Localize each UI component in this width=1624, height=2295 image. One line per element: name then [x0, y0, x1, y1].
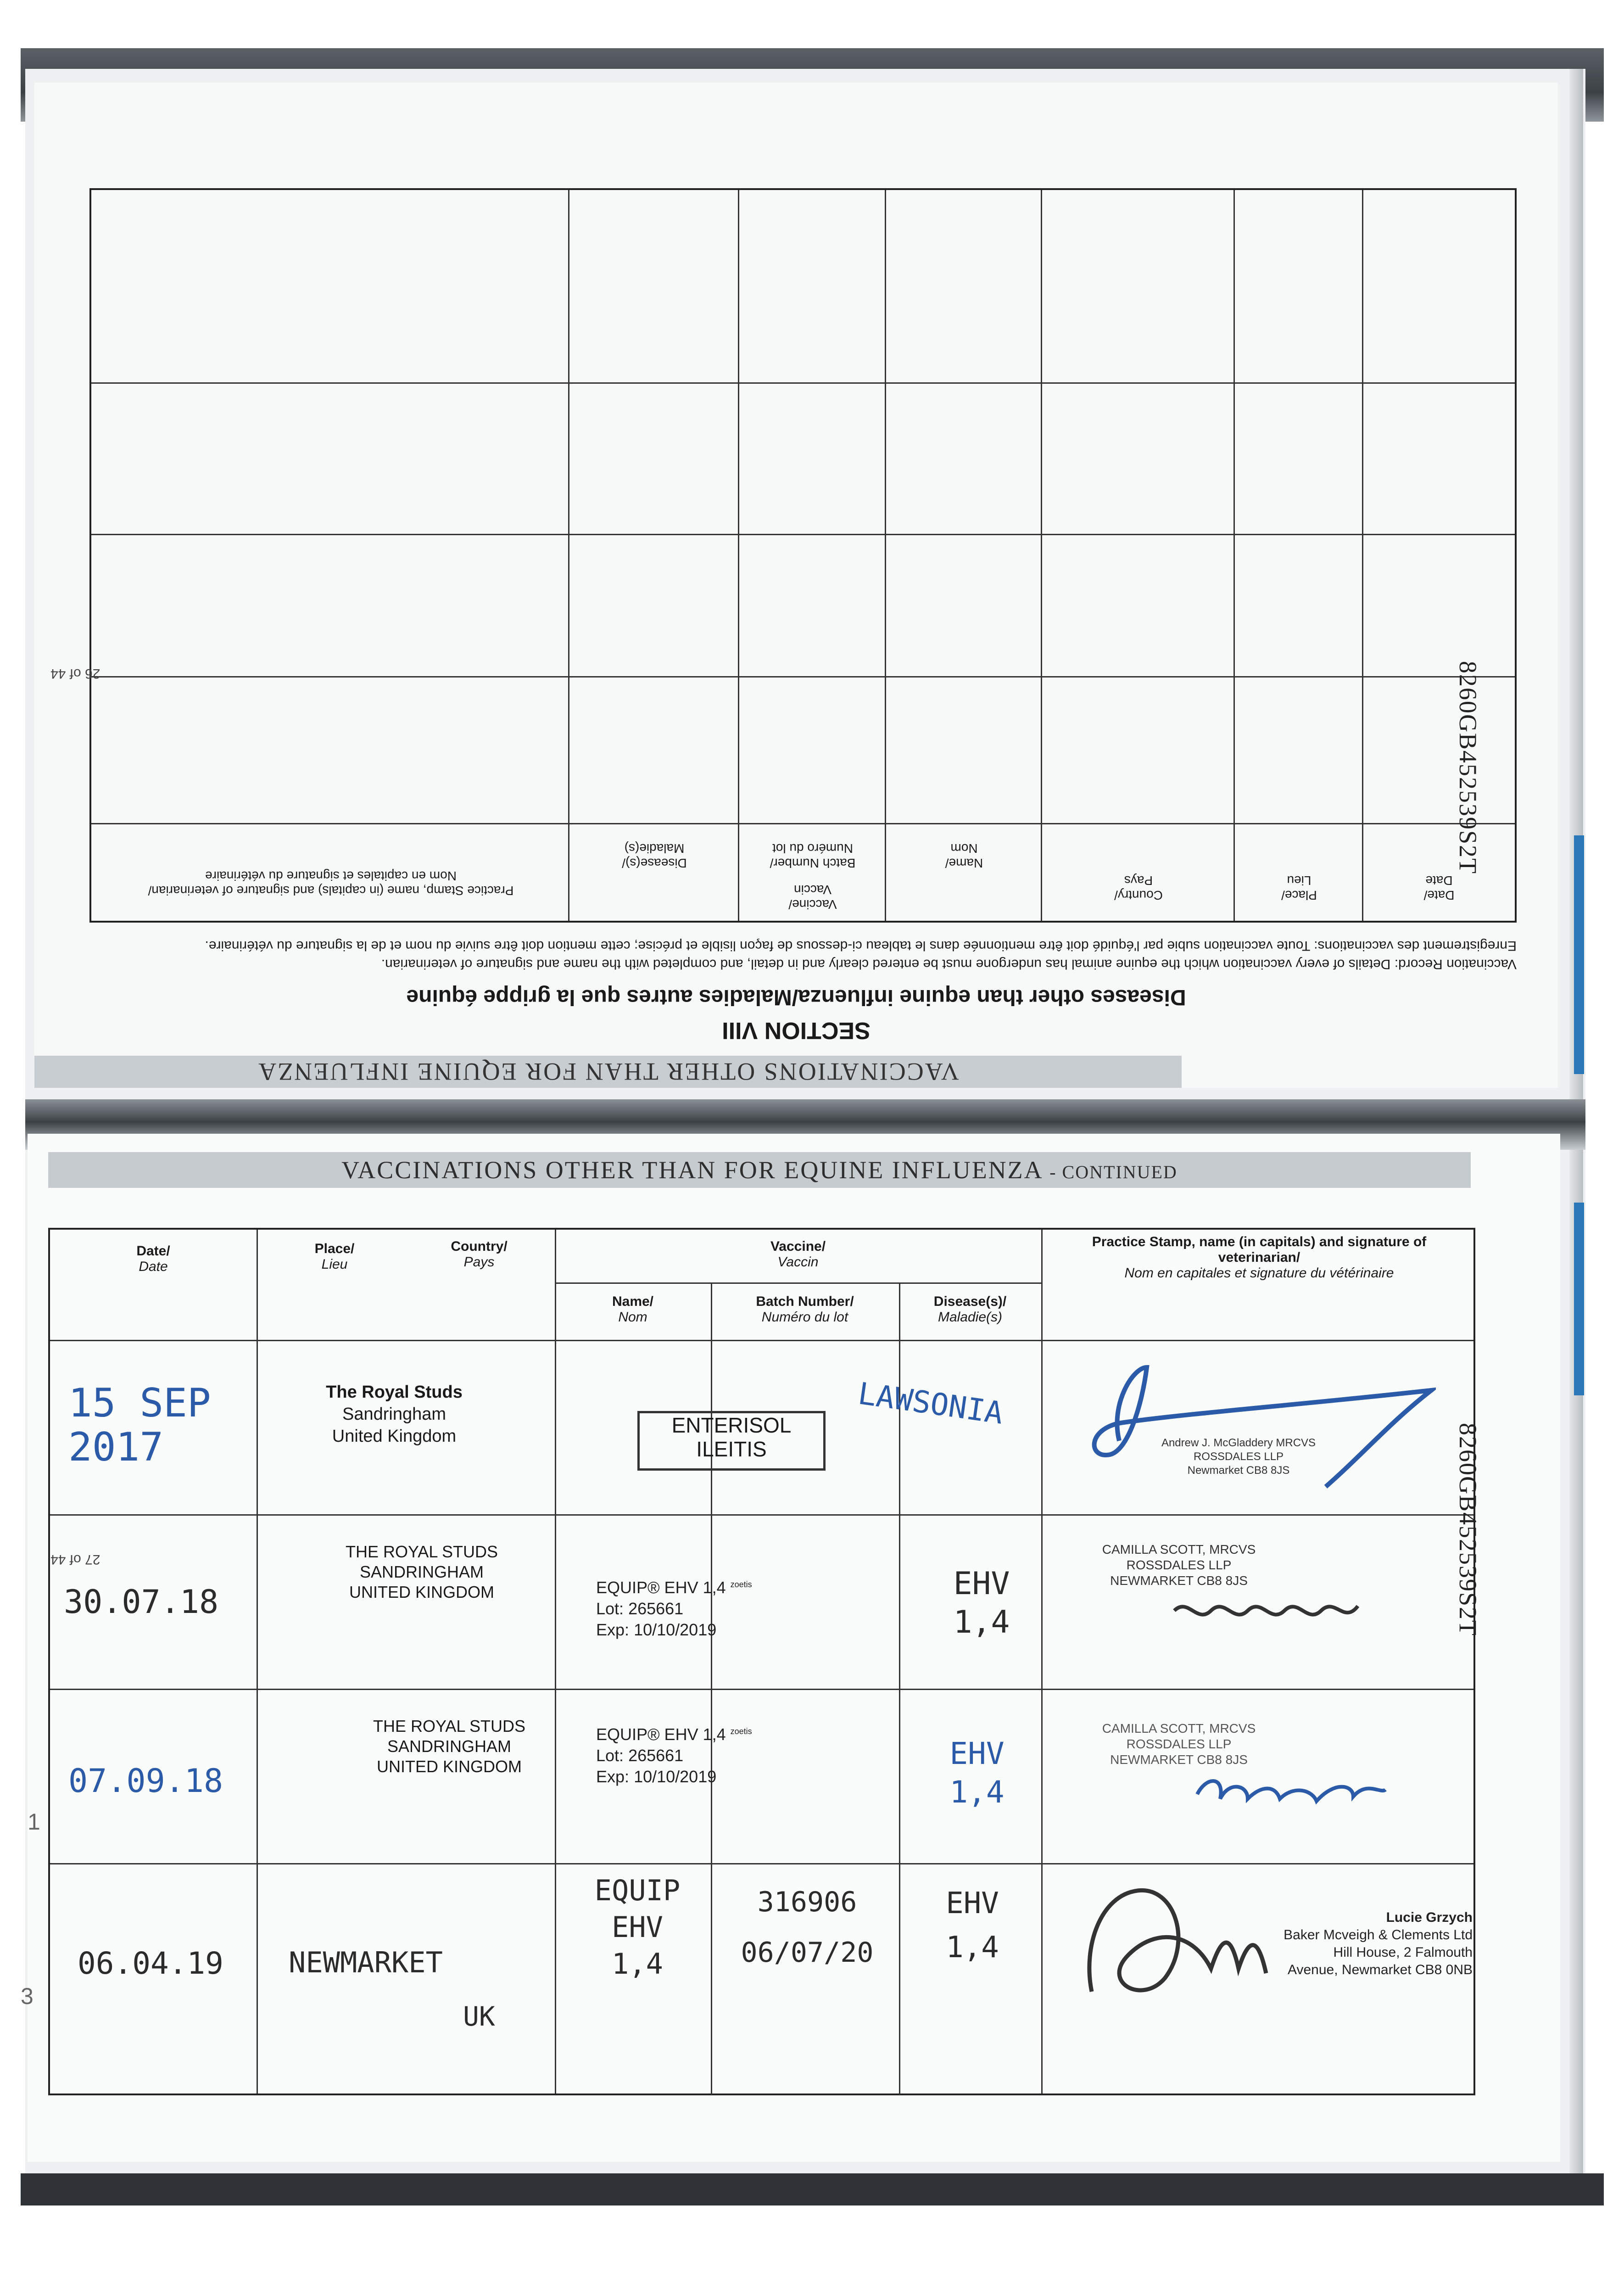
row4-vet-line3: Hill House, 2 Falmouth	[1333, 1945, 1473, 1960]
upper-header-place	[1239, 873, 1359, 902]
row2-disease-line2: 1,4	[953, 1604, 1010, 1640]
row4-date: 06.04.19	[78, 1946, 223, 1981]
upper-header-stamp	[101, 868, 560, 898]
lower-page-number: 27 of 44	[50, 1552, 100, 1567]
row4-batch-line1: 316906	[757, 1886, 857, 1918]
blue-page-tab	[1574, 835, 1584, 1074]
upper-page	[34, 83, 1558, 1088]
horse-id-upper: 8260GB452539S2T	[1454, 661, 1482, 875]
row2-exp-label: Exp:	[596, 1620, 630, 1639]
header-batch	[711, 1294, 899, 1325]
margin-mark: 1	[28, 1809, 40, 1835]
row2-vaccine-name: EQUIP® EHV 1,4	[596, 1578, 726, 1597]
row4-country: UK	[463, 2001, 495, 2032]
upper-section-title: SECTION VIII	[722, 1017, 871, 1044]
upper-header-vaccine-en: Vaccine/	[788, 897, 837, 912]
upper-col-divider	[1362, 190, 1363, 921]
row4-vaccine-line3: 1,4	[612, 1947, 663, 1981]
row4-batch-line2: 06/07/20	[741, 1937, 874, 1969]
upper-col-divider	[885, 190, 886, 921]
upper-col-divider	[1233, 190, 1235, 921]
row3-date: 07.09.18	[68, 1762, 223, 1800]
row2-vet-stamp	[1060, 1542, 1298, 1589]
upper-row-line	[91, 676, 1515, 677]
lower-page	[28, 1134, 1560, 2162]
row1-signature-icon	[1069, 1349, 1436, 1500]
upper-header-country	[1047, 873, 1230, 902]
upper-header-date-en: Date/	[1423, 888, 1455, 902]
header-name	[555, 1294, 711, 1325]
col-divider	[1041, 1230, 1043, 2093]
row2-lot-label: Lot:	[596, 1599, 624, 1618]
header-place-en: Place/	[314, 1241, 355, 1256]
row2-disease	[936, 1565, 1027, 1642]
upper-row-line	[91, 534, 1515, 535]
row3-vet-line1: CAMILLA SCOTT, MRCVS	[1102, 1721, 1256, 1735]
row1-place-line1: The Royal Studs	[326, 1383, 463, 1402]
row1-vet-line3: Newmarket CB8 8JS	[1187, 1464, 1290, 1477]
lower-banner-suffix: - CONTINUED	[1049, 1162, 1178, 1182]
upper-header-place-fr: Lieu	[1287, 873, 1311, 888]
col-divider	[257, 1230, 258, 2093]
row1-place-line3: United Kingdom	[332, 1427, 457, 1446]
upper-header-disease-en: Disease(s)/	[622, 856, 687, 870]
row4-vaccine-line1: EQUIP	[594, 1874, 681, 1907]
row2-exp: 10/10/2019	[634, 1620, 717, 1639]
row4-vet-stamp	[1280, 1909, 1473, 1979]
row1-place-line2: Sandringham	[342, 1405, 446, 1424]
upper-header-disease	[574, 841, 735, 870]
row3-signature-icon	[1188, 1771, 1390, 1813]
lower-banner-title: VACCINATIONS OTHER THAN FOR EQUINE INFLUENZA	[341, 1156, 1042, 1184]
row3-vet-line2: ROSSDALES LLP	[1126, 1737, 1232, 1751]
upper-col-divider	[568, 190, 569, 921]
header-vaccine	[555, 1239, 1041, 1270]
upper-banner: VACCINATIONS OTHER THAN FOR EQUINE INFLUENZA	[34, 1056, 1182, 1088]
upper-header-vaccine	[744, 882, 882, 912]
row1-vet-line1: Andrew J. McGladdery MRCVS	[1161, 1437, 1316, 1449]
col-divider	[555, 1230, 556, 2093]
header-place-fr: Lieu	[321, 1257, 348, 1272]
header-disease-en: Disease(s)/	[933, 1294, 1007, 1309]
row1-vet-stamp	[1110, 1436, 1367, 1478]
row3-exp-label: Exp:	[596, 1767, 630, 1786]
vaccine-subheader-line	[555, 1282, 1041, 1284]
header-country-en: Country/	[451, 1239, 508, 1254]
upper-header-place-en: Place/	[1281, 888, 1317, 902]
upper-instructions-en: Vaccination Record: Details of every vaccination which the equine animal has undergone must be entered clearly and in detail, and completed with the name and signature of veterinarian.	[381, 957, 1517, 972]
header-row-line	[50, 1340, 1473, 1341]
header-stamp-en: Practice Stamp, name (in capitals) and signature of veterinarian/	[1092, 1234, 1427, 1265]
row3-vaccine-brand: zoetis	[730, 1727, 752, 1736]
row2-vet-line1: CAMILLA SCOTT, MRCVS	[1102, 1542, 1256, 1556]
row-line	[50, 1514, 1473, 1516]
upper-row-line	[91, 382, 1515, 384]
row2-place-line1: THE ROYAL STUDS	[345, 1542, 498, 1561]
row1-vaccine-line1: ENTERISOL	[671, 1413, 792, 1437]
row4-disease-line1: EHV	[946, 1886, 999, 1920]
row2-place	[316, 1542, 527, 1602]
header-date	[50, 1243, 257, 1275]
upper-header-name-fr: Nom	[950, 841, 978, 856]
upper-instructions	[94, 936, 1517, 973]
row4-vaccine	[578, 1872, 697, 1982]
header-country	[403, 1239, 555, 1270]
row3-vet-line3: NEWMARKET CB8 8JS	[1110, 1752, 1248, 1767]
row1-vaccine-stamp	[637, 1411, 826, 1471]
upper-subtitle: Diseases other than equine influenza/Maladies autres que la grippe équine	[406, 985, 1186, 1009]
row2-disease-line1: EHV	[953, 1566, 1010, 1602]
row-line	[50, 1689, 1473, 1690]
header-name-fr: Nom	[618, 1310, 647, 1325]
row3-place-line3: UNITED KINGDOM	[376, 1757, 522, 1776]
header-stamp-fr: Nom en capitales et signature du vétérinaire	[1124, 1265, 1394, 1281]
header-batch-fr: Numéro du lot	[761, 1310, 848, 1325]
row1-place	[289, 1381, 500, 1447]
blue-page-tab-lower	[1574, 1203, 1584, 1395]
row4-vet-line2: Baker Mcveigh & Clements Ltd	[1284, 1927, 1473, 1942]
upper-header-date-fr: Date	[1425, 873, 1453, 888]
header-batch-en: Batch Number/	[756, 1294, 854, 1309]
upper-page-number: 26 of 44	[50, 666, 100, 681]
upper-instructions-fr: Enregistrement des vaccinations: Toute vaccination subie par l'équidé doit être mentionnée dans le tableau ci-dessous de façon lisible et précise; cette mention doit être suivie du nom et de la signature du vétérinaire.	[205, 938, 1517, 953]
row2-vet-line2: ROSSDALES LLP	[1126, 1558, 1232, 1572]
row3-place-line1: THE ROYAL STUDS	[373, 1717, 526, 1735]
row1-date: 15 SEP 2017	[68, 1380, 211, 1470]
row2-vet-line3: NEWMARKET CB8 8JS	[1110, 1573, 1248, 1588]
row3-place-line2: SANDRINGHAM	[387, 1737, 512, 1756]
row1-disease: LAWSONIA	[856, 1376, 1005, 1431]
upper-header-country-en: Country/	[1114, 888, 1163, 902]
header-date-fr: Date	[139, 1259, 168, 1274]
upper-header-country-fr: Pays	[1124, 873, 1153, 888]
upper-header-batch-en: Batch Number/	[770, 856, 856, 870]
row3-place	[344, 1716, 555, 1777]
header-vaccine-en: Vaccine/	[770, 1239, 826, 1254]
row3-exp: 10/10/2019	[634, 1767, 717, 1786]
upper-header-name	[891, 841, 1038, 870]
upper-header-name-en: Name/	[945, 856, 983, 870]
row2-vaccine-brand: zoetis	[730, 1580, 752, 1589]
header-disease-fr: Maladie(s)	[938, 1310, 1003, 1325]
row1-vet-line2: ROSSDALES LLP	[1193, 1450, 1284, 1463]
lower-vaccination-table	[48, 1228, 1475, 2095]
row4-disease-line2: 1,4	[946, 1931, 999, 1965]
row-line	[50, 1863, 1473, 1864]
row3-vaccine	[596, 1721, 752, 1787]
header-name-en: Name/	[612, 1294, 654, 1309]
row4-batch	[729, 1877, 885, 1978]
upper-header-date	[1373, 873, 1506, 902]
row4-disease	[922, 1881, 1023, 1970]
row3-disease-line2: 1,4	[949, 1774, 1005, 1810]
upper-vaccination-table	[89, 188, 1517, 923]
row2-vaccine	[596, 1574, 752, 1640]
row2-lot: 265661	[628, 1599, 684, 1618]
row2-signature-icon	[1170, 1592, 1362, 1629]
row3-vet-stamp	[1060, 1721, 1298, 1768]
row3-lot-label: Lot:	[596, 1746, 624, 1765]
row3-vaccine-name: EQUIP® EHV 1,4	[596, 1725, 726, 1744]
upper-col-divider	[738, 190, 739, 921]
row4-place: NEWMARKET	[289, 1946, 443, 1979]
margin-mark: 3	[21, 1983, 33, 2009]
header-stamp	[1050, 1234, 1468, 1281]
scanner-bottom-edge	[21, 2173, 1604, 2205]
header-disease	[899, 1294, 1041, 1325]
row1-vaccine-line2: ILEITIS	[696, 1437, 767, 1461]
upper-page-rotated	[34, 83, 1558, 1088]
header-date-en: Date/	[136, 1243, 170, 1259]
upper-header-batch	[744, 841, 882, 870]
row2-date: 30.07.18	[64, 1583, 219, 1621]
horse-id-lower: 8260GB452539S2T	[1454, 1423, 1482, 1637]
upper-header-disease-fr: Maladie(s)	[624, 841, 685, 856]
row4-signature-icon	[1073, 1877, 1275, 2015]
upper-header-stamp-fr: Nom en capitales et signature du vétérinaire	[205, 869, 457, 883]
upper-header-batch-fr: Numéro du lot	[772, 841, 853, 856]
upper-header-row-line	[91, 823, 1515, 824]
row4-vet-line4: Avenue, Newmarket CB8 0NB	[1288, 1962, 1473, 1977]
upper-col-divider	[1041, 190, 1042, 921]
upper-header-vaccine-fr: Vaccin	[794, 883, 832, 897]
row4-vaccine-line2: EHV	[612, 1910, 663, 1944]
row4-vet-line1: Lucie Grzych	[1386, 1910, 1473, 1925]
row3-disease	[931, 1735, 1023, 1812]
upper-header-stamp-en: Practice Stamp, name (in capitals) and signature of veterinarian/	[148, 884, 514, 898]
header-place	[257, 1241, 413, 1272]
row3-lot: 265661	[628, 1746, 684, 1765]
row3-disease-line1: EHV	[949, 1736, 1005, 1771]
row2-place-line3: UNITED KINGDOM	[349, 1583, 494, 1601]
row2-place-line2: SANDRINGHAM	[359, 1562, 484, 1581]
lower-banner	[48, 1152, 1471, 1188]
header-vaccine-fr: Vaccin	[777, 1254, 819, 1270]
header-country-fr: Pays	[463, 1254, 495, 1270]
